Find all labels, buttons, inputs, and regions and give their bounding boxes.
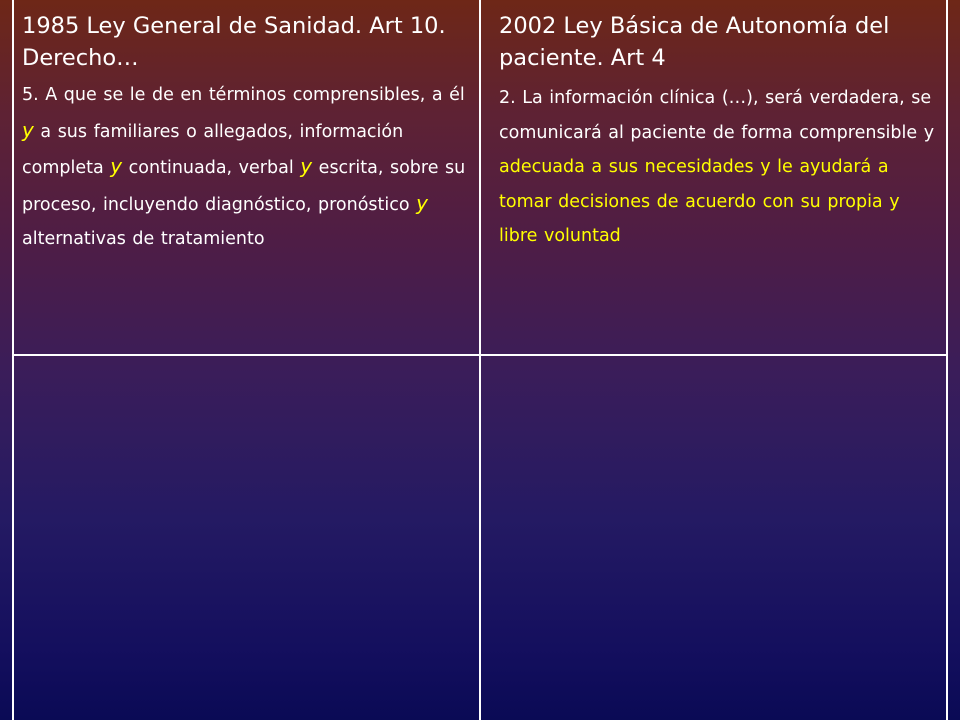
left-y-accent-2: y [110,154,123,178]
cell-ley-autonomia-paciente [479,0,948,356]
left-text-segment-1: 5. A que se le de en términos comprensibles, a él [22,85,465,105]
left-text-segment-3: continuada, verbal [122,158,301,178]
left-body-text [22,78,471,257]
left-text-segment-5: alternativas de tratamiento [22,229,265,249]
left-text-segment-4: escrita, sobre su proceso, incluyendo diagnóstico, pronóstico [22,158,466,215]
right-text-white: 2. La información clínica (…), será verdadera, se comunicará al paciente de forma comprensible y [499,88,935,143]
left-y-accent-4: y [416,190,428,215]
left-text-segment-2: a sus familiares o allegados, información completa [22,121,404,178]
left-y-accent-3: y [300,154,313,178]
left-heading: 1985 Ley General de Sanidad. Art 10. Derecho… [22,13,446,71]
comparison-table [12,0,946,720]
cell-empty-bottom-right [479,354,948,720]
cell-ley-general-sanidad [12,0,481,356]
right-body-text [499,81,936,254]
cell-empty-bottom-left [12,354,481,720]
right-text-highlight: adecuada a sus necesidades y le ayudará a tomar decisiones de acuerdo con su propia y libre voluntad [499,157,900,246]
right-heading: 2002 Ley Básica de Autonomía del paciente. Art 4 [499,13,890,71]
left-y-accent-1: y [22,117,34,142]
